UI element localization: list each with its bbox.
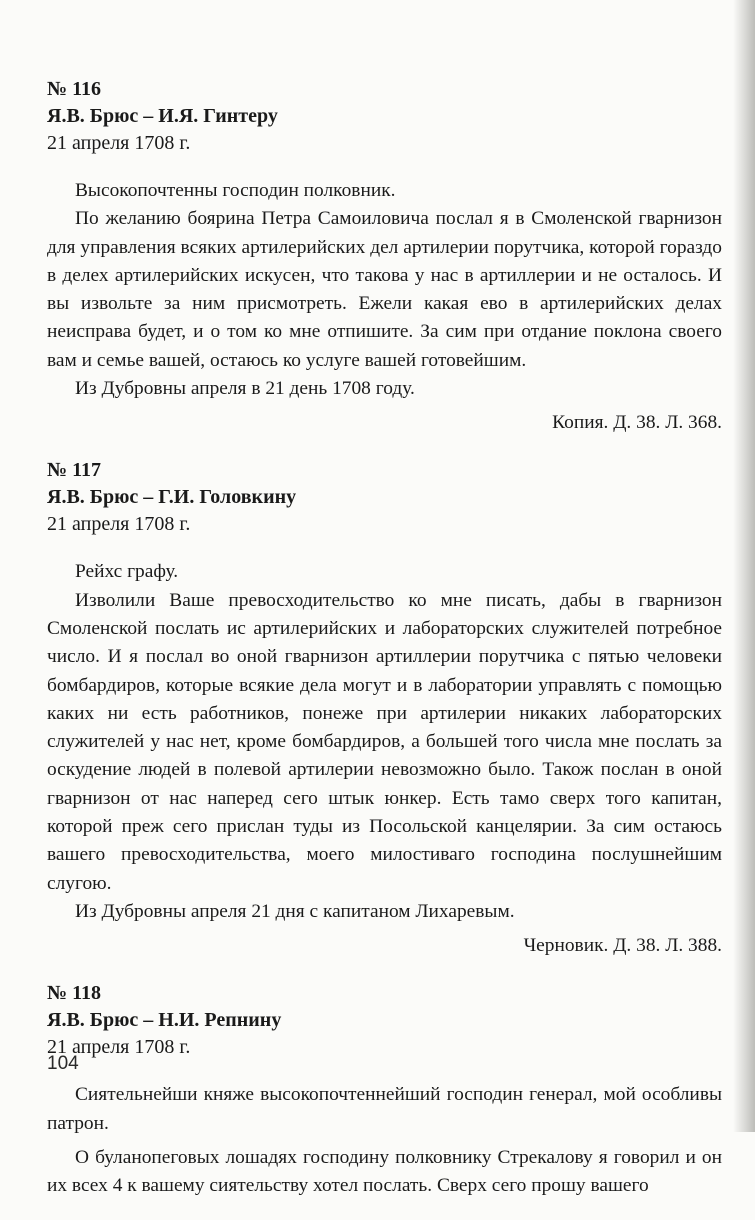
document-date: 21 апреля 1708 г. bbox=[47, 1036, 191, 1059]
paragraph: По желанию боярина Петра Самоиловича послал я в Смоленской гварнизон для управления всяких артилерийских дел артилерии порутчика, которой гораздо в делех артилерийских искусен, что такова у нас в артиллерии и не осталось. И вы извольте за ним присмотреть. Ежели какая ево в артилерийских делах неисправа будет, и о том ко мне отпишите. За сим при отдание поклона своего вам и семье вашей, остаюсь ко услуге вашей готовейшим. bbox=[47, 208, 722, 371]
document-date: 21 апреля 1708 г. bbox=[47, 513, 191, 536]
paragraph: Изволили Ваше превосходительство ко мне писать, дабы в гварнизон Смоленской послать ис артилерийских и лабораторских служителей потребное число. И я послал во оной гварнизон артиллерии порутчика с пятью человеки бомбардиров, которые всякие дела могут и в лаборатории управлять с помощью каких ни есть работников, понеже при артилерии никаких лабораторских служителей у нас нет, кроме бомбардиров, а большей того числа мне послать за оскудение людей в полевой артилерии невозможно было. Також послан в оной гварнизон от нас наперед сего штык юнкер. Есть тамо сверх того капитан, которой преж сего прислан туды из Посольской канцелярии. За сим остаюсь вашего превосходительства, моего милостиваго господина послушнейшим слугою. bbox=[47, 589, 722, 894]
document-date: 21 апреля 1708 г. bbox=[47, 132, 191, 154]
document-body bbox=[47, 1081, 722, 1200]
document-117 bbox=[47, 457, 722, 960]
document-number: № 118 bbox=[47, 982, 101, 1005]
paragraph: О буланопеговых лошадях господину полковнику Стрекалову я говорил и он их всех 4 к вашему сиятельству хотел послать. Сверх сего прошу вашего bbox=[47, 1146, 722, 1197]
document-heading: Я.В. Брюс – И.Я. Гинтеру bbox=[47, 105, 278, 127]
paragraph: Из Дубровны апреля в 21 день 1708 году. bbox=[75, 378, 415, 400]
document-body bbox=[47, 558, 722, 926]
document-number: № 116 bbox=[47, 78, 101, 100]
paragraph: Сиятельнейши княже высокопочтеннейший господин генерал, мой особливы патрон. bbox=[47, 1084, 722, 1134]
document-number: № 117 bbox=[47, 459, 101, 482]
page-edge-shadow bbox=[733, 0, 755, 1132]
document-118 bbox=[47, 980, 722, 1200]
paragraph: Рейхс графу. bbox=[75, 561, 179, 583]
document-116 bbox=[47, 76, 722, 437]
document-heading: Я.В. Брюс – Н.И. Репнину bbox=[47, 1009, 282, 1032]
paragraph: Высокопочтенны господин полковник. bbox=[75, 180, 396, 201]
document-heading: Я.В. Брюс – Г.И. Головкину bbox=[47, 486, 297, 509]
document-body bbox=[47, 177, 722, 403]
paragraph: Из Дубровны апреля 21 дня с капитаном Лихаревым. bbox=[75, 900, 515, 922]
archive-source: Черновик. Д. 38. Л. 388. bbox=[523, 935, 722, 957]
page-number: 104 bbox=[47, 1053, 79, 1074]
page-content bbox=[47, 76, 722, 1220]
archive-source: Копия. Д. 38. Л. 368. bbox=[552, 412, 722, 434]
